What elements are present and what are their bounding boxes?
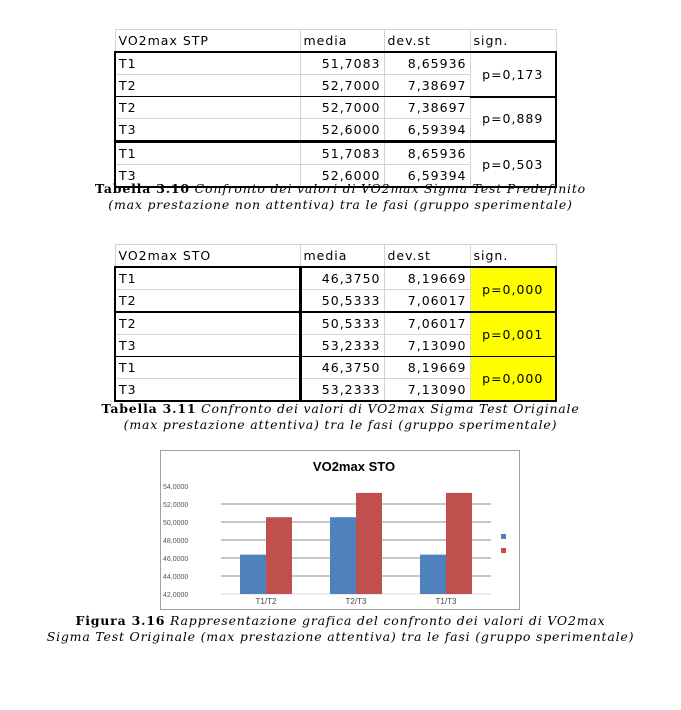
table-vo2max-sto (114, 244, 557, 402)
table-3-11-caption (0, 401, 681, 433)
bar (356, 493, 382, 594)
header-cell: media (300, 245, 384, 268)
bar (446, 493, 472, 594)
devst-cell: 7,13090 (384, 379, 470, 402)
media-cell: 52,6000 (300, 119, 384, 142)
table-row (115, 312, 556, 335)
sign-cell: p=0,001 (470, 312, 556, 357)
chart-canvas (161, 451, 519, 609)
devst-cell: 7,38697 (384, 97, 470, 119)
phase-cell: T1 (115, 52, 300, 75)
header-cell: VO2max STO (115, 245, 300, 268)
media-cell: 46,3750 (300, 357, 384, 379)
legend-swatch (501, 548, 506, 553)
phase-cell: T2 (115, 97, 300, 119)
devst-cell: 7,38697 (384, 75, 470, 97)
media-cell: 46,3750 (300, 267, 384, 290)
media-cell: 52,7000 (300, 75, 384, 97)
media-cell: 50,5333 (300, 290, 384, 313)
caption-text: (max prestazione non attentiva) tra le fasi (gruppo sperimentale) (108, 197, 573, 212)
chart-y-axis (163, 484, 188, 599)
phase-cell: T3 (115, 379, 300, 402)
media-cell: 53,2333 (300, 379, 384, 402)
chart-bars (240, 493, 472, 594)
y-tick-label: 52,0000 (163, 502, 189, 509)
y-tick-label: 46,0000 (163, 556, 189, 563)
sign-cell: p=0,000 (470, 267, 556, 312)
y-tick-label: 42,0000 (163, 592, 189, 599)
y-tick-label: 44,0000 (163, 574, 189, 581)
x-tick-label: T1/T3 (435, 597, 457, 606)
media-cell: 51,7083 (300, 142, 384, 165)
devst-cell: 8,65936 (384, 142, 470, 165)
phase-cell: T1 (115, 357, 300, 379)
header-cell: VO2max STP (115, 30, 300, 53)
chart-title: VO2max STO (312, 459, 396, 474)
sign-cell: p=0,889 (470, 97, 556, 142)
caption-text: Sigma Test Originale (max prestazione attentiva) tra le fasi (gruppo sperimentale) (46, 629, 635, 644)
chart-legend (501, 534, 506, 553)
table-row (115, 267, 556, 290)
x-tick-label: T2/T3 (345, 597, 367, 606)
y-tick-label: 50,0000 (163, 520, 189, 527)
media-cell: 50,5333 (300, 312, 384, 335)
media-cell: 52,6000 (300, 165, 384, 188)
phase-cell: T2 (115, 75, 300, 97)
caption-text: (max prestazione attentiva) tra le fasi (gruppo sperimentale) (123, 417, 558, 432)
phase-cell: T3 (115, 335, 300, 357)
table-row (115, 357, 556, 379)
media-cell: 53,2333 (300, 335, 384, 357)
header-cell: sign. (470, 30, 556, 53)
devst-cell: 8,19669 (384, 357, 470, 379)
media-cell: 51,7083 (300, 52, 384, 75)
bar (420, 555, 446, 594)
caption-label: Tabella 3.11 (101, 401, 197, 416)
bar (240, 555, 266, 594)
table-header-row (115, 30, 556, 53)
caption-text: Confronto dei valori di VO2max Sigma Test Originale (196, 401, 580, 416)
header-cell: sign. (470, 245, 556, 268)
phase-cell: T3 (115, 119, 300, 142)
table-row (115, 97, 556, 119)
devst-cell: 7,06017 (384, 312, 470, 335)
devst-cell: 6,59394 (384, 165, 470, 188)
table-row (115, 142, 556, 165)
x-tick-label: T1/T2 (255, 597, 277, 606)
phase-cell: T2 (115, 290, 300, 313)
table-row (115, 52, 556, 75)
phase-cell: T1 (115, 142, 300, 165)
caption-label: Figura 3.16 (75, 613, 166, 628)
phase-cell: T3 (115, 165, 300, 188)
devst-cell: 7,13090 (384, 335, 470, 357)
y-tick-label: 54,0000 (163, 484, 189, 491)
table-vo2max-stp (114, 29, 557, 188)
header-cell: media (300, 30, 384, 53)
bar (266, 517, 292, 594)
bar (330, 517, 356, 594)
devst-cell: 6,59394 (384, 119, 470, 142)
sign-cell: p=0,503 (470, 142, 556, 188)
devst-cell: 8,19669 (384, 267, 470, 290)
phase-cell: T1 (115, 267, 300, 290)
sign-cell: p=0,173 (470, 52, 556, 97)
bar-chart-vo2max-sto (160, 450, 520, 610)
devst-cell: 8,65936 (384, 52, 470, 75)
caption-text: Rappresentazione grafica del confronto dei valori di VO2max (165, 613, 606, 628)
caption-text: Confronto dei valori di VO2max Sigma Test Predefinito (189, 181, 586, 196)
y-tick-label: 48,0000 (163, 538, 189, 545)
sign-cell: p=0,000 (470, 357, 556, 402)
chart-x-axis (256, 597, 457, 606)
devst-cell: 7,06017 (384, 290, 470, 313)
media-cell: 52,7000 (300, 97, 384, 119)
figure-3-16-caption (0, 613, 681, 645)
legend-swatch (501, 534, 506, 539)
caption-label: Tabella 3.10 (95, 181, 190, 196)
header-cell: dev.st (384, 30, 470, 53)
table-header-row (115, 245, 556, 268)
table-3-10-caption (0, 181, 681, 213)
header-cell: dev.st (384, 245, 470, 268)
phase-cell: T2 (115, 312, 300, 335)
